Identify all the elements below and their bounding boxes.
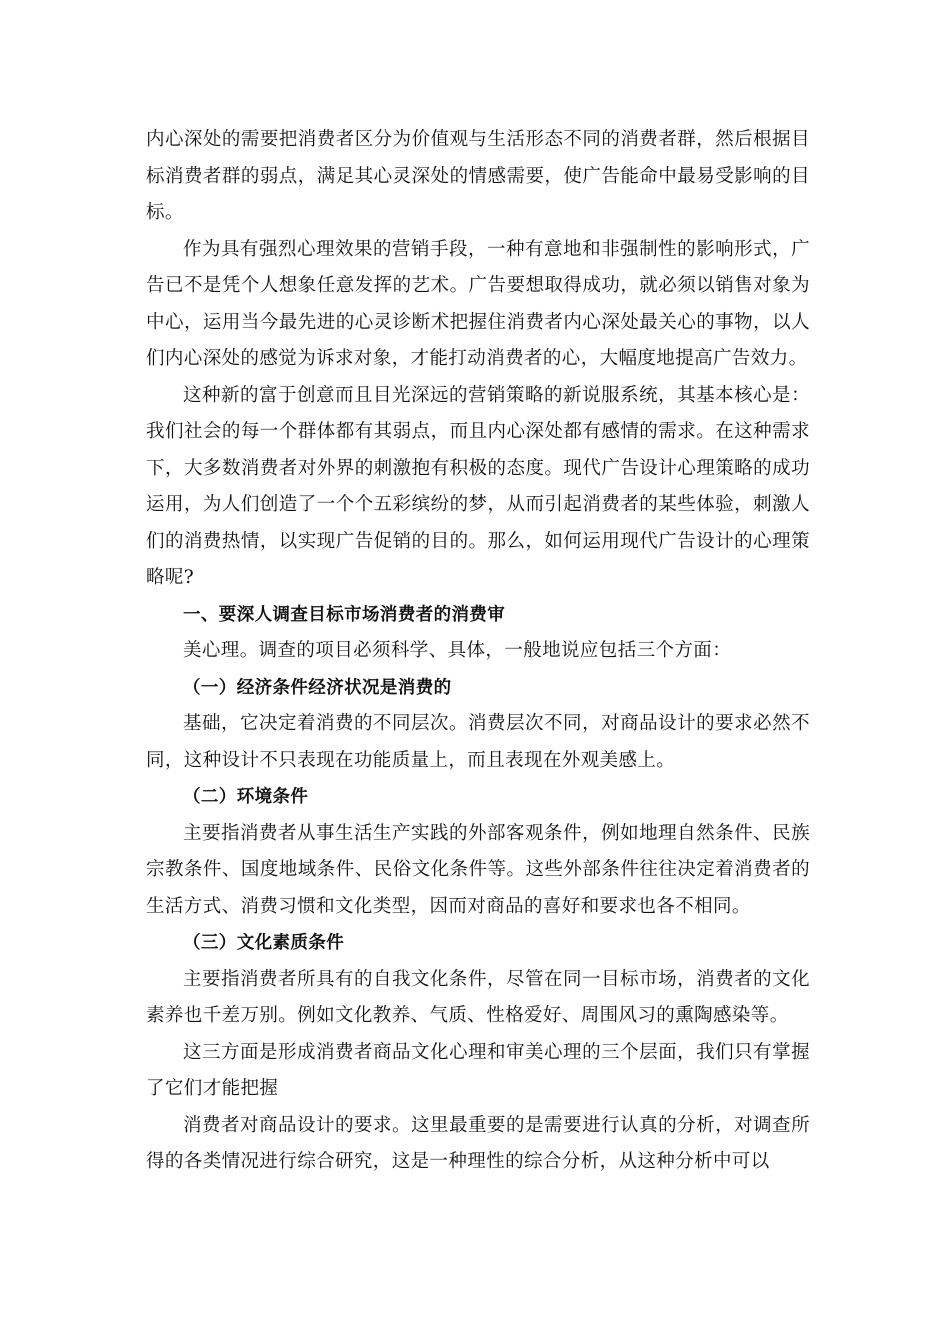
paragraph-economic: 基础，它决定着消费的不同层次。消费层次不同，对商品设计的要求必然不同，这种设计不只表现在功能质量上，而且表现在外观美感上。 (146, 713, 810, 771)
subsection-heading-economic: （一）经济条件经济状况是消费的 (183, 677, 452, 698)
paragraph-intro-continued: 内心深处的需要把消费者区分为价值观与生活形态不同的消费者群，然后根据目标消费者群的弱点，满足其心灵深处的情感需要，使广告能命中最易受影响的目标。 (146, 129, 810, 223)
paragraph-survey-items: 美心理。调查的项目必须科学、具体，一般地说应包括三个方面： (183, 640, 732, 661)
paragraph-environment: 主要指消费者从事生活生产实践的外部客观条件，例如地理自然条件、民族宗教条件、国度地域条件、民俗文化条件等。这些外部条件往往决定着消费者的生活方式、消费习惯和文化类型，因而对商品的喜好和要求也各不相同。 (146, 822, 810, 917)
paragraph-persuasion-system: 这种新的富于创意而且目光深远的营销策略的新说服系统，其基本核心是：我们社会的每一个群体都有其弱点，而且内心深处都有感情的需求。在这种需求下，大多数消费者对外界的刺激抱有积极的态度。现代广告设计心理策略的成功运用，为人们创造了一个个五彩缤纷的梦，从而引起消费者的某些体验，刺激人们的消费热情，以实现广告促销的目的。那么，如何运用现代广告设计的心理策略呢? (146, 384, 810, 588)
paragraph-analysis: 消费者对商品设计的要求。这里最重要的是需要进行认真的分析，对调查所得的各类情况进行综合研究，这是一种理性的综合分析，从这种分析中可以 (146, 1114, 810, 1172)
subsection-heading-culture: （三）文化素质条件 (183, 933, 345, 953)
paragraph-culture: 主要指消费者所具有的自我文化条件，尽管在同一目标市场，消费者的文化素养也千差万别。例如文化教养、气质、性格爱好、周围风习的熏陶感染等。 (146, 968, 810, 1026)
section-heading-1: 一、要深人调查目标市场消费者的消费审 (183, 604, 506, 625)
paragraph-three-levels: 这三方面是形成消费者商品文化心理和审美心理的三个层面，我们只有掌握了它们才能把握 (146, 1041, 810, 1099)
subsection-heading-environment: （二）环境条件 (183, 787, 309, 807)
document-page (146, 122, 810, 1181)
paragraph-advertising-art: 作为具有强烈心理效果的营销手段，一种有意地和非强制性的影响形式，广告已不是凭个人想象任意发挥的艺术。广告要想取得成功，就必须以销售对象为中心，运用当今最先进的心灵诊断术把握住消费者内心深处最关心的事物，以人们内心深处的感觉为诉求对象，才能打动消费者的心，大幅度地提高广告效力。 (146, 238, 810, 369)
